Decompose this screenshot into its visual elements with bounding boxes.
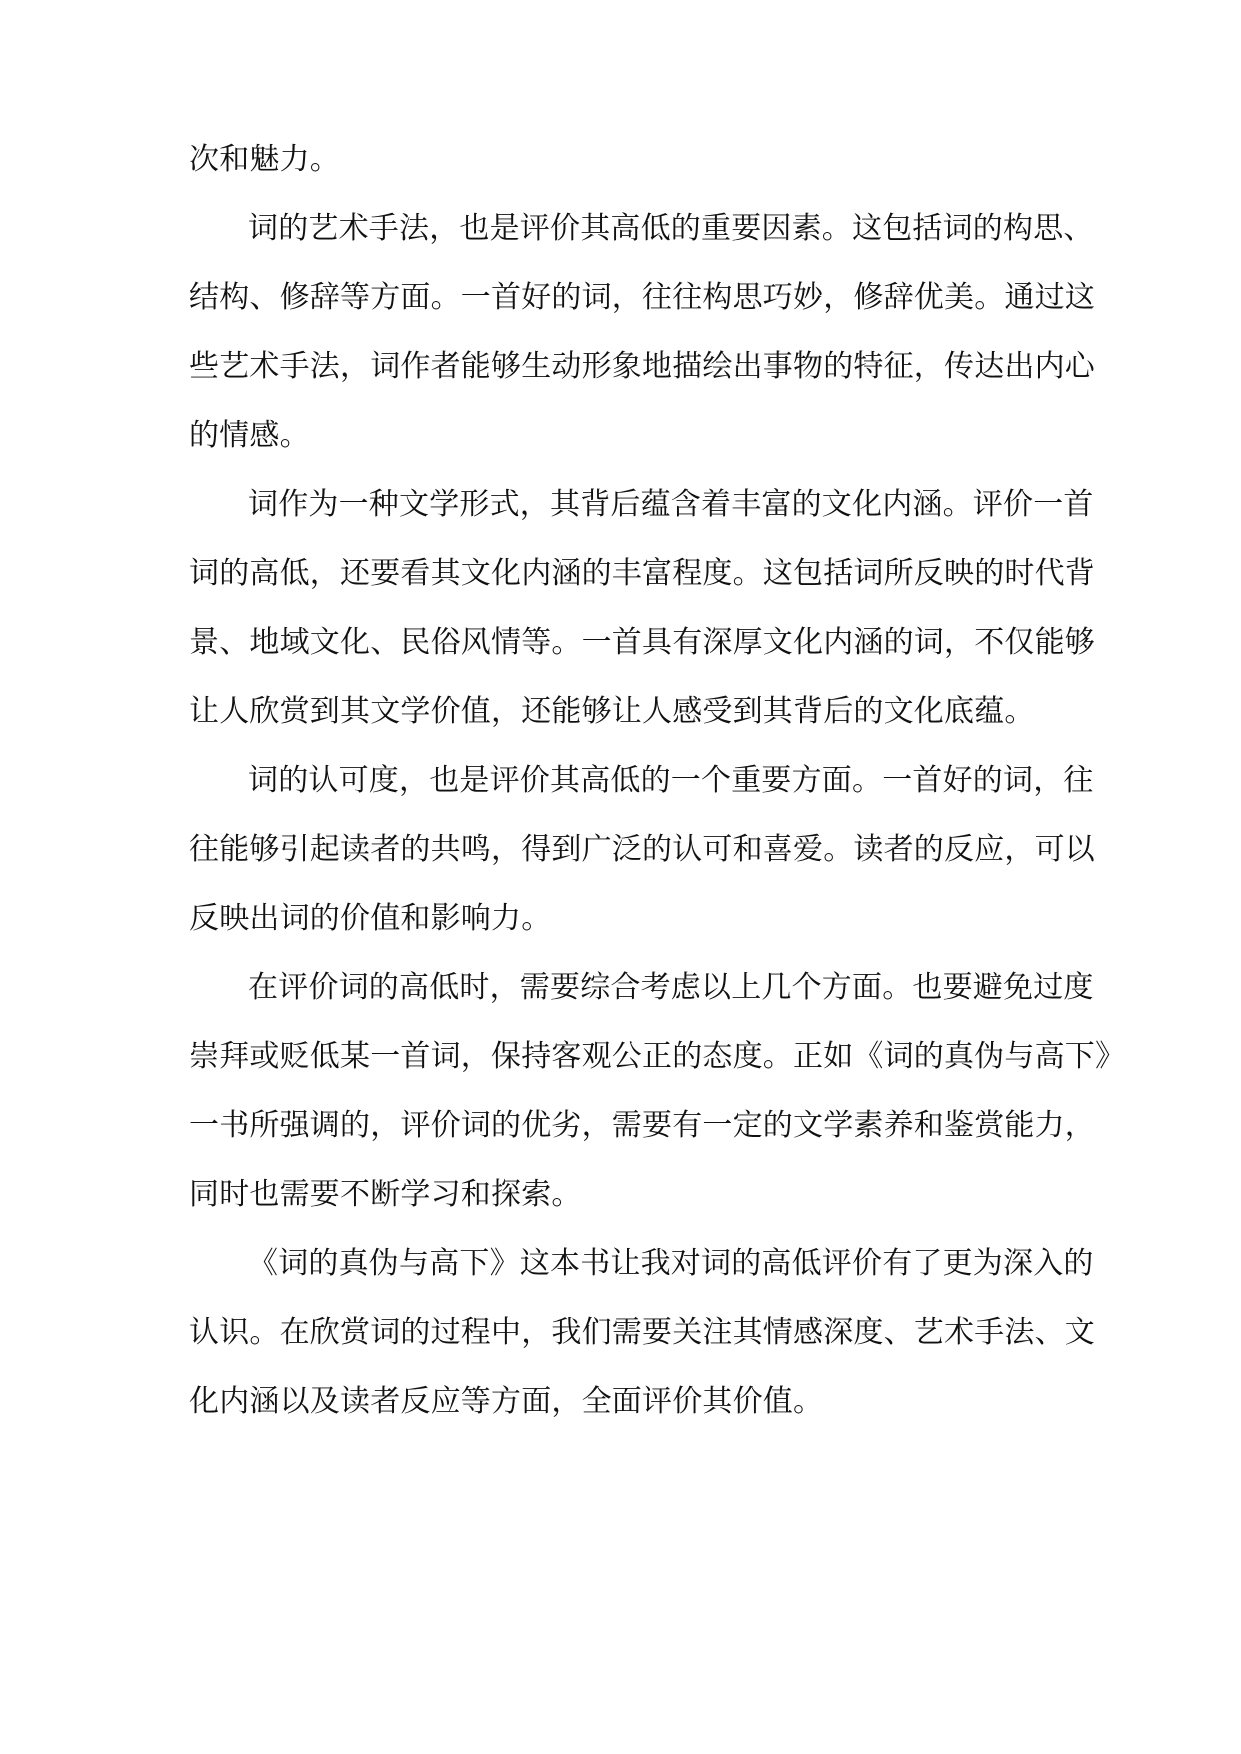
text-line: 一书所强调的，评价词的优劣，需要有一定的文学素养和鉴赏能力， bbox=[189, 1108, 1095, 1143]
text-line: 次和魅力。 bbox=[189, 142, 340, 177]
text-line: 让人欣赏到其文学价值，还能够让人感受到其背后的文化底蕴。 bbox=[189, 694, 1035, 729]
text-line: 些艺术手法，词作者能够生动形象地描绘出事物的特征，传达出内心 bbox=[189, 349, 1095, 384]
text-line: 反映出词的价值和影响力。 bbox=[189, 901, 552, 936]
text-line: 结构、修辞等方面。一首好的词，往往构思巧妙，修辞优美。通过这 bbox=[189, 280, 1095, 315]
paragraph-first-line: 词作为一种文学形式，其背后蕴含着丰富的文化内涵。评价一首 bbox=[248, 487, 1094, 522]
paragraph-first-line: 《词的真伪与高下》这本书让我对词的高低评价有了更为深入的 bbox=[248, 1246, 1094, 1281]
text-line: 词的高低，还要看其文化内涵的丰富程度。这包括词所反映的时代背 bbox=[189, 556, 1095, 591]
text-line: 往能够引起读者的共鸣，得到广泛的认可和喜爱。读者的反应，可以 bbox=[189, 832, 1095, 867]
paragraph-first-line: 词的认可度，也是评价其高低的一个重要方面。一首好的词，往 bbox=[248, 763, 1094, 798]
text-line: 认识。在欣赏词的过程中，我们需要关注其情感深度、艺术手法、文 bbox=[189, 1315, 1095, 1350]
text-line: 的情感。 bbox=[189, 418, 310, 453]
paragraph-first-line: 在评价词的高低时，需要综合考虑以上几个方面。也要避免过度 bbox=[248, 970, 1094, 1005]
text-line: 景、地域文化、民俗风情等。一首具有深厚文化内涵的词，不仅能够 bbox=[189, 625, 1095, 660]
paragraph-first-line: 词的艺术手法，也是评价其高低的重要因素。这包括词的构思、 bbox=[248, 211, 1094, 246]
text-line: 崇拜或贬低某一首词，保持客观公正的态度。正如《词的真伪与高下》 bbox=[189, 1039, 1126, 1074]
text-line: 同时也需要不断学习和探索。 bbox=[189, 1177, 582, 1212]
text-line: 化内涵以及读者反应等方面，全面评价其价值。 bbox=[189, 1384, 824, 1419]
